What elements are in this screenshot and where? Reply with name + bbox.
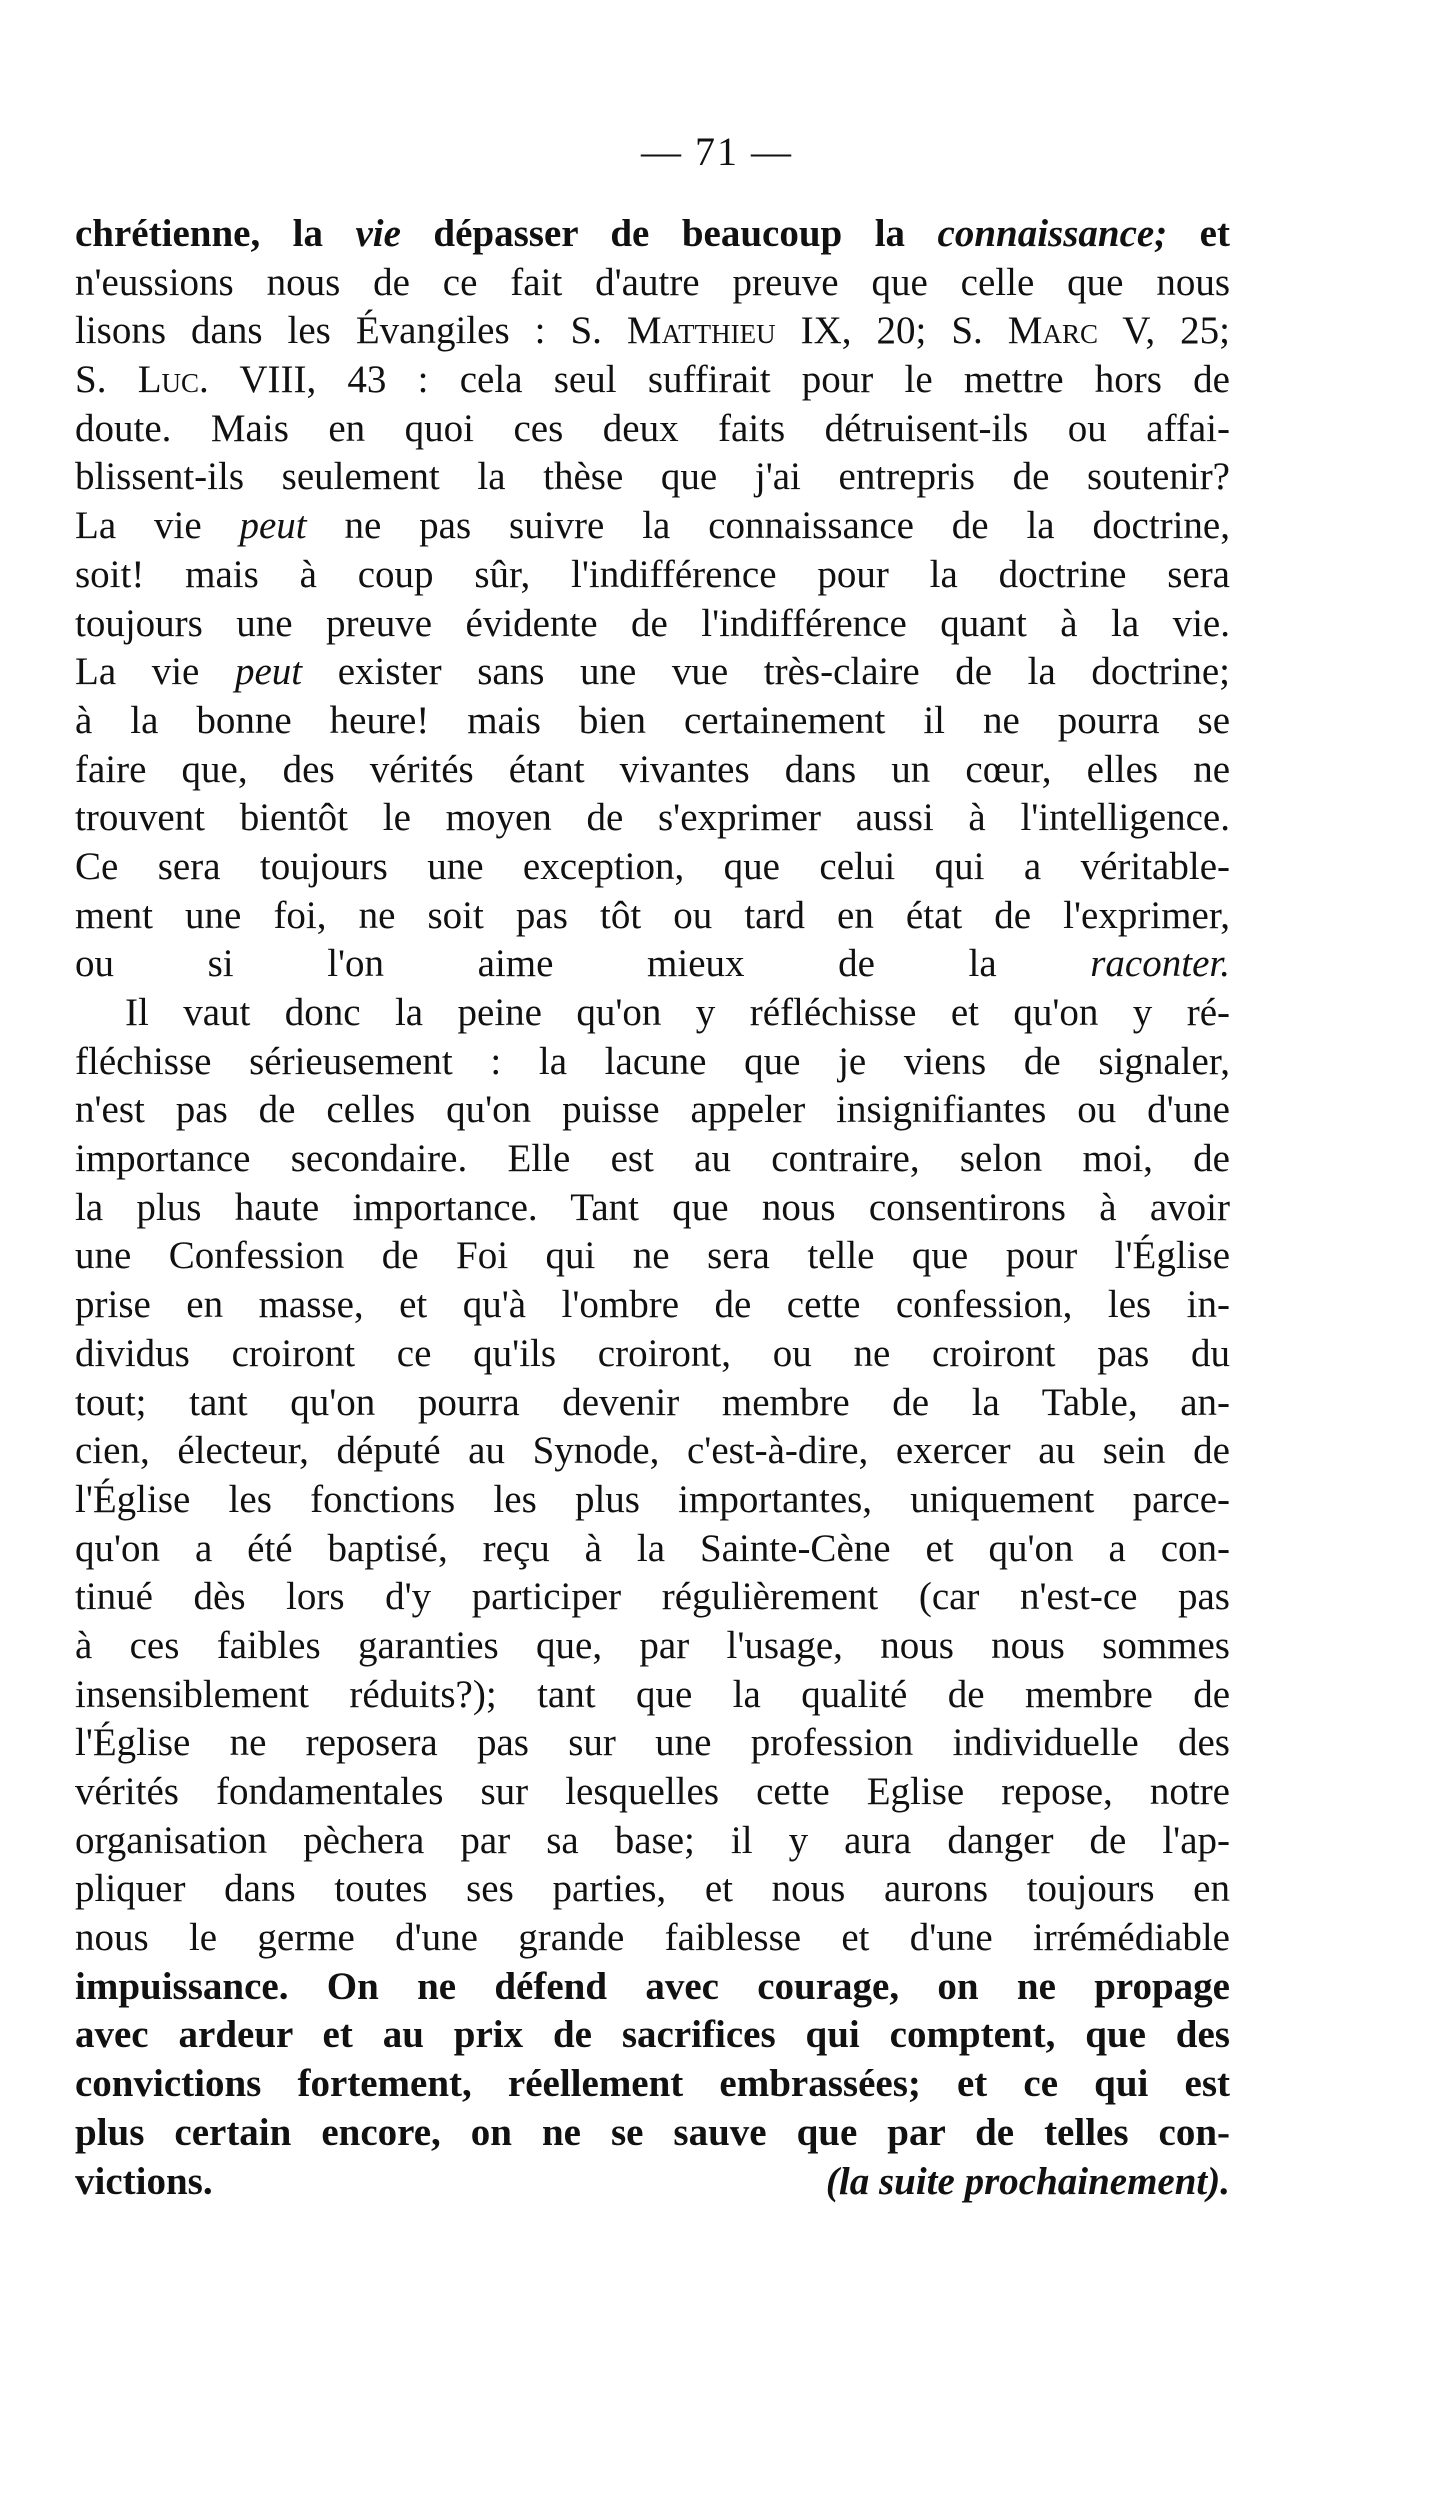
text-segment: raconter.: [1090, 942, 1230, 986]
text-segment: doute. Mais en quoi ces deux faits détruisent-ils ou affai-: [75, 406, 1230, 450]
text-line: [75, 2011, 1230, 2060]
text-segment: dividus croiront ce qu'ils croiront, ou ne croiront pas du: [75, 1331, 1230, 1375]
text-segment: . VIII, 43 : cela seul suffirait pour le mettre hors de: [199, 358, 1230, 402]
text-segment: tout; tant qu'on pourra devenir membre de la Table, an-: [75, 1380, 1230, 1424]
text-line: [75, 1379, 1230, 1428]
text-segment: Marc: [1007, 309, 1098, 353]
text-segment: peut: [234, 650, 303, 694]
text-segment: avec ardeur et au prix de sacrifices qui comptent, que des: [75, 2013, 1230, 2057]
text-line: [75, 600, 1230, 649]
text-segment: dépasser de beaucoup la: [400, 212, 938, 255]
text-line: [75, 1914, 1230, 1963]
text-segment: fléchisse sérieusement : la lacune que je viens de signaler,: [75, 1039, 1230, 1083]
text-segment: La vie: [75, 504, 240, 548]
text-segment: pliquer dans toutes ses parties, et nous aurons toujours en: [75, 1867, 1230, 1911]
text-line: [75, 1232, 1230, 1281]
text-segment: exister sans une vue très-claire de la doctrine;: [302, 650, 1230, 694]
text-segment: ment une foi, ne soit pas tôt ou tard en état de l'exprimer,: [75, 893, 1230, 937]
text-segment: Matthieu: [626, 309, 776, 353]
text-segment: chrétienne, la: [75, 212, 356, 255]
text-segment: qu'on a été baptisé, reçu à la Sainte-Cène et qu'on a con-: [75, 1526, 1230, 1570]
text-segment: la plus haute importance. Tant que nous consentirons à avoir: [75, 1185, 1230, 1229]
text-line: [75, 746, 1230, 795]
text-segment: importance secondaire. Elle est au contraire, selon moi, de: [75, 1137, 1230, 1181]
text-segment: blissent-ils seulement la thèse que j'ai entrepris de soutenir?: [75, 455, 1230, 499]
text-segment: convictions fortement, réellement embrassées; et ce qui est: [75, 2062, 1230, 2106]
text-segment: connaissance;: [937, 212, 1168, 255]
text-line: [75, 210, 1230, 259]
text-segment: peut: [239, 504, 307, 548]
text-line: [75, 1768, 1230, 1817]
text-segment: et: [1167, 212, 1230, 255]
text-line: [75, 2109, 1230, 2158]
text-line: [75, 551, 1230, 600]
text-segment: à la bonne heure! mais bien certainement il ne pourra se: [75, 698, 1230, 742]
text-line: [75, 1671, 1230, 1720]
text-line: [75, 1330, 1230, 1379]
text-line: [75, 989, 1230, 1038]
text-line: [75, 1963, 1230, 2012]
text-segment: n'eussions nous de ce fait d'autre preuve que celle que nous: [75, 260, 1230, 304]
body-text: [75, 210, 1230, 2206]
text-segment: à ces faibles garanties que, par l'usage, nous nous sommes: [75, 1623, 1230, 1667]
text-segment: Luc: [137, 358, 200, 402]
continuation-note: (la suite prochainement).: [825, 2159, 1230, 2203]
text-segment: n'est pas de celles qu'on puisse appeler insignifiantes ou d'une: [75, 1088, 1230, 1132]
text-line: [75, 940, 1230, 989]
text-line: [75, 1086, 1230, 1135]
text-segment: plus certain encore, on ne se sauve que par de telles con-: [75, 2110, 1230, 2154]
text-segment: ne pas suivre la connaissance de la doctrine,: [306, 504, 1230, 548]
text-segment: l'Église les fonctions les plus importantes, uniquement parce-: [75, 1477, 1230, 1521]
text-line: [75, 1525, 1230, 1574]
text-line: [75, 1184, 1230, 1233]
text-segment: V, 25;: [1097, 309, 1230, 353]
text-segment: S.: [75, 358, 138, 402]
text-segment: insensiblement réduits?); tant que la qualité de membre de: [75, 1672, 1230, 1716]
text-segment: Il vaut donc la peine qu'on y réfléchisse et qu'on y ré-: [125, 991, 1230, 1034]
text-segment: lisons dans les Évangiles : S.: [75, 309, 627, 353]
final-line: [75, 2158, 1230, 2207]
text-segment: IX, 20; S.: [775, 309, 1008, 353]
text-line: [75, 697, 1230, 746]
text-line: [75, 843, 1230, 892]
text-line: [75, 1622, 1230, 1671]
text-segment: prise en masse, et qu'à l'ombre de cette confession, les in-: [75, 1283, 1230, 1327]
text-line: [75, 405, 1230, 454]
text-line: [75, 1865, 1230, 1914]
text-segment: impuissance. On ne défend avec courage, on ne propage: [75, 1964, 1230, 2008]
text-segment: Ce sera toujours une exception, que celui qui a véritable-: [75, 844, 1230, 888]
text-segment: vie: [355, 212, 401, 255]
text-segment: tinué dès lors d'y participer régulièrement (car n'est-ce pas: [75, 1575, 1230, 1619]
text-segment: une Confession de Foi qui ne sera telle que pour l'Église: [75, 1234, 1230, 1278]
text-line: [75, 307, 1230, 356]
text-segment: l'Église ne reposera pas sur une profession individuelle des: [75, 1721, 1230, 1765]
text-segment: trouvent bientôt le moyen de s'exprimer aussi à l'intelligence.: [75, 796, 1230, 840]
text-line: [75, 892, 1230, 941]
text-segment: nous le germe d'une grande faiblesse et d'une irrémédiable: [75, 1916, 1230, 1960]
text-line: [75, 1817, 1230, 1866]
text-line: [75, 453, 1230, 502]
text-line: [75, 356, 1230, 405]
text-line: [75, 1038, 1230, 1087]
text-segment: vérités fondamentales sur lesquelles cette Eglise repose, notre: [75, 1770, 1230, 1813]
page-number: — 71 —: [641, 129, 793, 174]
text-line: [75, 794, 1230, 843]
text-line: [75, 1135, 1230, 1184]
final-word: victions.: [75, 2159, 213, 2203]
text-segment: soit! mais à coup sûr, l'indifférence pour la doctrine sera: [75, 552, 1230, 596]
text-line: [75, 502, 1230, 551]
text-line: [75, 1476, 1230, 1525]
text-line: [75, 259, 1230, 308]
text-segment: faire que, des vérités étant vivantes dans un cœur, elles ne: [75, 747, 1230, 791]
text-line: [75, 1427, 1230, 1476]
text-segment: cien, électeur, député au Synode, c'est-à-dire, exercer au sein de: [75, 1429, 1230, 1473]
text-line: [75, 2060, 1230, 2109]
text-segment: toujours une preuve évidente de l'indifférence quant à la vie.: [75, 601, 1230, 645]
text-segment: organisation pèchera par sa base; il y aura danger de l'ap-: [75, 1818, 1230, 1862]
text-segment: La vie: [75, 650, 235, 694]
text-line: [75, 648, 1230, 697]
text-segment: ou si l'on aime mieux de la: [75, 942, 1091, 986]
text-line: [75, 1281, 1230, 1330]
text-line: [75, 1573, 1230, 1622]
text-line: [75, 1719, 1230, 1768]
